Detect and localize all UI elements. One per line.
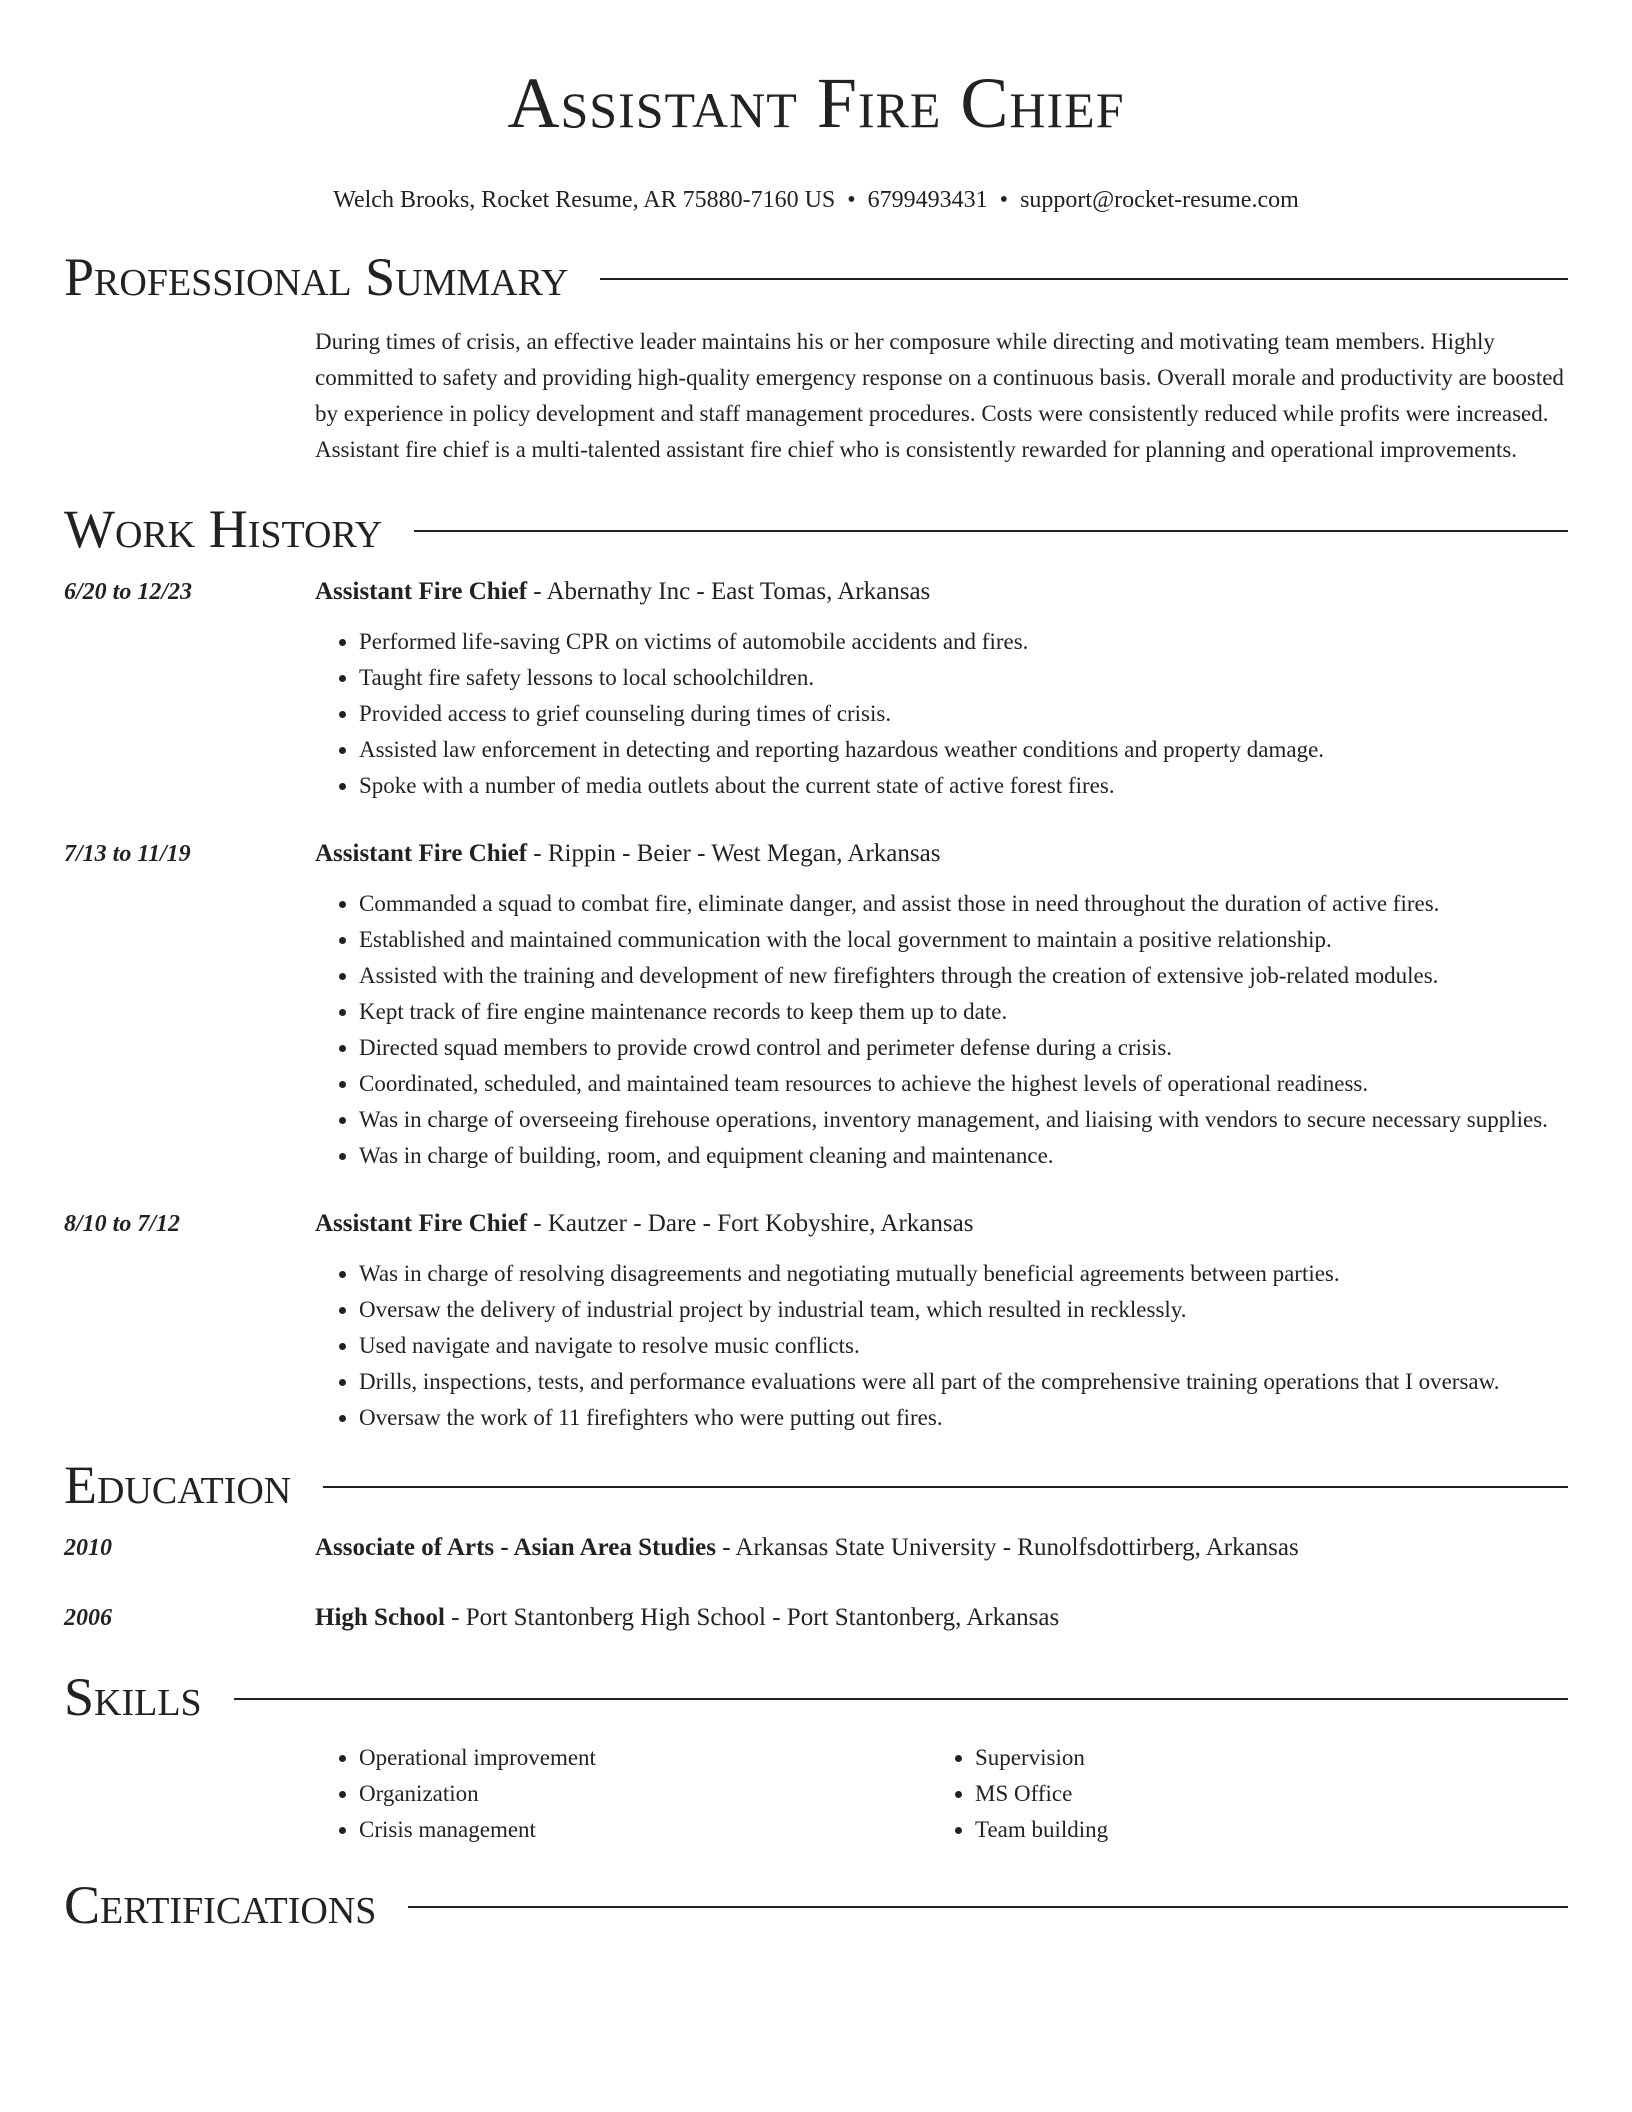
list-item: • Was in charge of overseeing firehouse operations, inventory management, and liaising with vendors to secure necessary supplies.	[359, 1102, 1568, 1138]
education-entry	[64, 1600, 1568, 1654]
section-title: Certifications	[64, 1875, 377, 1935]
section-header-certifications	[64, 1870, 1568, 1940]
education-details: - Arkansas State University - Runolfsdottirberg, Arkansas	[715, 1534, 1299, 1561]
job-body	[315, 836, 1568, 1174]
skill-item: • Organization	[359, 1776, 931, 1812]
skill-item: • MS Office	[975, 1776, 1547, 1812]
list-item: • Oversaw the delivery of industrial project by industrial team, which resulted in recklessly.	[359, 1292, 1568, 1328]
job-title-line	[315, 1206, 1568, 1242]
list-item: • Was in charge of building, room, and equipment cleaning and maintenance.	[359, 1138, 1568, 1174]
list-item: • Coordinated, scheduled, and maintained team resources to achieve the highest levels of operational readiness.	[359, 1066, 1568, 1102]
contact-separator: •	[999, 187, 1009, 213]
skill-item: • Operational improvement	[359, 1740, 931, 1776]
job-role: Assistant Fire Chief	[315, 578, 528, 605]
list-item: • Was in charge of resolving disagreements and negotiating mutually beneficial agreements between parties.	[359, 1256, 1568, 1292]
resume-page	[64, 0, 1568, 1940]
contact-line	[64, 184, 1568, 216]
section-divider	[408, 1906, 1568, 1908]
list-item: • Assisted law enforcement in detecting and reporting hazardous weather conditions and property damage.	[359, 732, 1568, 768]
education-year: 2006	[64, 1605, 112, 1631]
list-item: • Directed squad members to provide crowd control and perimeter defense during a crisis.	[359, 1030, 1568, 1066]
job-dates: 6/20 to 12/23	[64, 579, 193, 605]
section-title: Skills	[64, 1667, 202, 1727]
job-bullets	[315, 1256, 1568, 1436]
summary-text: During times of crisis, an effective leader maintains his or her composure while directing and motivating team members. Highly committed to safety and providing high-quality emergency response on a continuous basis. Overall morale and productivity are boosted by experience in policy development and staff management procedures. Costs were consistently reduced while profits were increased. Assistant fire chief is a multi-talented assistant fire chief who is consistently rewarded for planning and operational improvements.	[315, 329, 1564, 462]
section-title: Education	[64, 1455, 292, 1515]
job-title-line	[315, 574, 1568, 610]
job-entry	[64, 836, 1568, 1174]
job-entry	[64, 1206, 1568, 1436]
section-header-work-history	[64, 494, 1568, 564]
list-item: • Performed life-saving CPR on victims of automobile accidents and fires.	[359, 624, 1568, 660]
section-divider	[414, 530, 1568, 532]
job-dates: 8/10 to 7/12	[64, 1211, 181, 1237]
job-details: - Abernathy Inc - East Tomas, Arkansas	[527, 578, 931, 605]
job-role: Assistant Fire Chief	[315, 840, 528, 867]
contact-address: Welch Brooks, Rocket Resume, AR 75880-7160 US	[333, 187, 836, 213]
job-role: Assistant Fire Chief	[315, 1210, 528, 1237]
job-bullets	[315, 886, 1568, 1174]
skill-item: • Team building	[975, 1812, 1547, 1848]
list-item: • Commanded a squad to combat fire, eliminate danger, and assist those in need throughout the duration of active fires.	[359, 886, 1568, 922]
job-bullets	[315, 624, 1568, 804]
job-entry	[64, 574, 1568, 804]
job-details: - Rippin - Beier - West Megan, Arkansas	[527, 840, 941, 867]
education-title-line	[315, 1530, 1299, 1566]
section-title: Work History	[64, 499, 383, 559]
list-item: • Taught fire safety lessons to local schoolchildren.	[359, 660, 1568, 696]
skills-column-left	[315, 1740, 931, 1848]
contact-phone: 6799493431	[867, 187, 988, 213]
list-item: • Established and maintained communication with the local government to maintain a positive relationship.	[359, 922, 1568, 958]
section-header-education	[64, 1450, 1568, 1520]
job-body	[315, 1206, 1568, 1436]
education-title-line	[315, 1600, 1059, 1636]
education-degree: Associate of Arts - Asian Area Studies	[315, 1534, 716, 1561]
job-body	[315, 574, 1568, 804]
list-item: • Oversaw the work of 11 firefighters who were putting out fires.	[359, 1400, 1568, 1436]
section-divider	[234, 1698, 1568, 1700]
resume-name: Assistant Fire Chief	[507, 63, 1125, 143]
skill-item: • Supervision	[975, 1740, 1547, 1776]
education-degree: High School	[315, 1604, 445, 1631]
skills-list	[315, 1740, 1568, 1848]
section-divider	[600, 278, 1568, 280]
section-header-skills	[64, 1662, 1568, 1732]
contact-separator: •	[847, 187, 856, 213]
list-item: • Spoke with a number of media outlets about the current state of active forest fires.	[359, 768, 1568, 804]
section-divider	[323, 1486, 1568, 1488]
list-item: • Kept track of fire engine maintenance records to keep them up to date.	[359, 994, 1568, 1030]
contact-email: support@rocket-resume.com	[1020, 187, 1299, 213]
job-title-line	[315, 836, 1568, 872]
list-item: • Drills, inspections, tests, and performance evaluations were all part of the comprehensive training operations that I oversaw.	[359, 1364, 1568, 1400]
job-details: - Kautzer - Dare - Fort Kobyshire, Arkansas	[527, 1210, 974, 1237]
list-item: • Used navigate and navigate to resolve music conflicts.	[359, 1328, 1568, 1364]
job-dates: 7/13 to 11/19	[64, 841, 191, 867]
skills-column-right	[931, 1740, 1547, 1848]
list-item: • Provided access to grief counseling during times of crisis.	[359, 696, 1568, 732]
education-year: 2010	[64, 1535, 112, 1561]
section-title: Professional Summary	[64, 247, 569, 307]
list-item: • Assisted with the training and development of new firefighters through the creation of extensive job-related modules.	[359, 958, 1568, 994]
education-entry	[64, 1530, 1568, 1584]
section-header-summary	[64, 242, 1568, 312]
education-details: - Port Stantonberg High School - Port Stantonberg, Arkansas	[444, 1604, 1060, 1631]
skill-item: • Crisis management	[359, 1812, 931, 1848]
